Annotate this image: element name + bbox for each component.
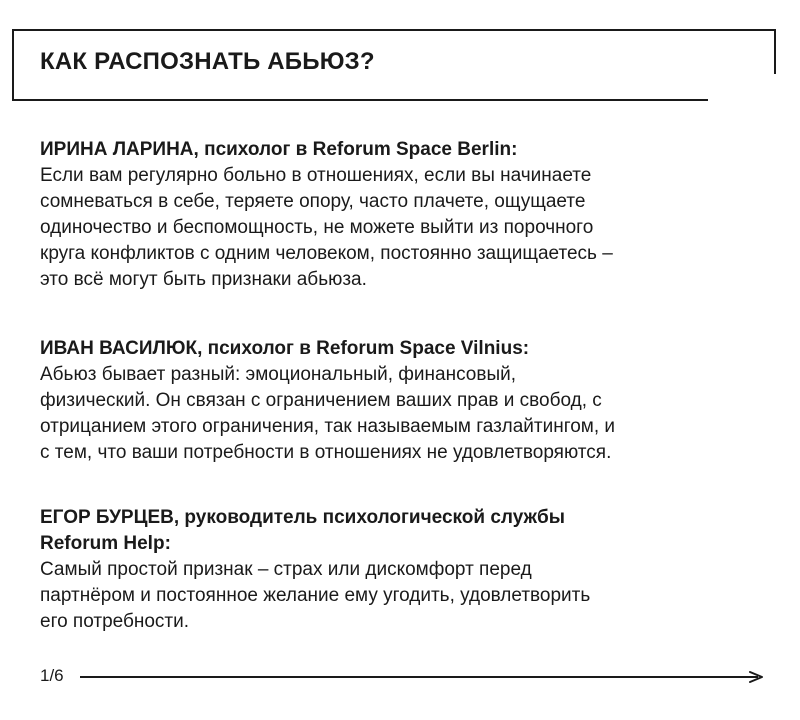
quote-section-burtsev	[40, 505, 770, 635]
quote-line: это всё могут быть признаки абьюза.	[40, 269, 367, 290]
quote-author-line: Reforum Help:	[40, 533, 171, 554]
quote-line: круга конфликтов с одним человеком, постоянно защищаетесь –	[40, 243, 613, 264]
quote-text	[40, 557, 770, 635]
quote-line: с тем, что ваши потребности в отношениях не удовлетворяются.	[40, 442, 612, 463]
quote-text	[40, 362, 770, 466]
quote-line: партнёром и постоянное желание ему угодить, удовлетворить	[40, 585, 591, 606]
quote-line: физический. Он связан с ограничением ваших прав и свобод, с	[40, 390, 602, 411]
frame-top-border	[12, 29, 776, 31]
quote-line: одиночество и беспомощность, не можете выйти из порочного	[40, 217, 594, 238]
frame-left-border	[12, 29, 14, 101]
quote-line: Если вам регулярно больно в отношениях, если вы начинаете	[40, 165, 592, 186]
page-indicator: 1/6	[40, 666, 64, 685]
page-title: КАК РАСПОЗНАТЬ АБЬЮЗ?	[40, 48, 375, 75]
quote-section-vasilyuk	[40, 336, 770, 466]
quote-line: его потребности.	[40, 611, 190, 632]
quote-section-larina	[40, 137, 770, 293]
quote-author	[40, 505, 770, 557]
quote-author-line: ЕГОР БУРЦЕВ, руководитель психологической службы	[40, 507, 565, 528]
quote-line: Абьюз бывает разный: эмоциональный, финансовый,	[40, 364, 517, 385]
quote-line: Самый простой признак – страх или дискомфорт перед	[40, 559, 532, 580]
next-arrow-line[interactable]	[80, 676, 758, 678]
arrow-right-icon[interactable]	[748, 670, 764, 684]
quote-line: отрицанием этого ограничения, так называемым газлайтингом, и	[40, 416, 616, 437]
quote-line: сомневаться в себе, теряете опору, часто плачете, ощущаете	[40, 191, 586, 212]
quote-author: ИРИНА ЛАРИНА, психолог в Reforum Space Berlin:	[40, 139, 518, 160]
frame-right-border	[774, 29, 776, 74]
quote-text	[40, 163, 770, 293]
quote-author: ИВАН ВАСИЛЮК, психолог в Reforum Space Vilnius:	[40, 338, 530, 359]
frame-bottom-border	[12, 99, 708, 101]
